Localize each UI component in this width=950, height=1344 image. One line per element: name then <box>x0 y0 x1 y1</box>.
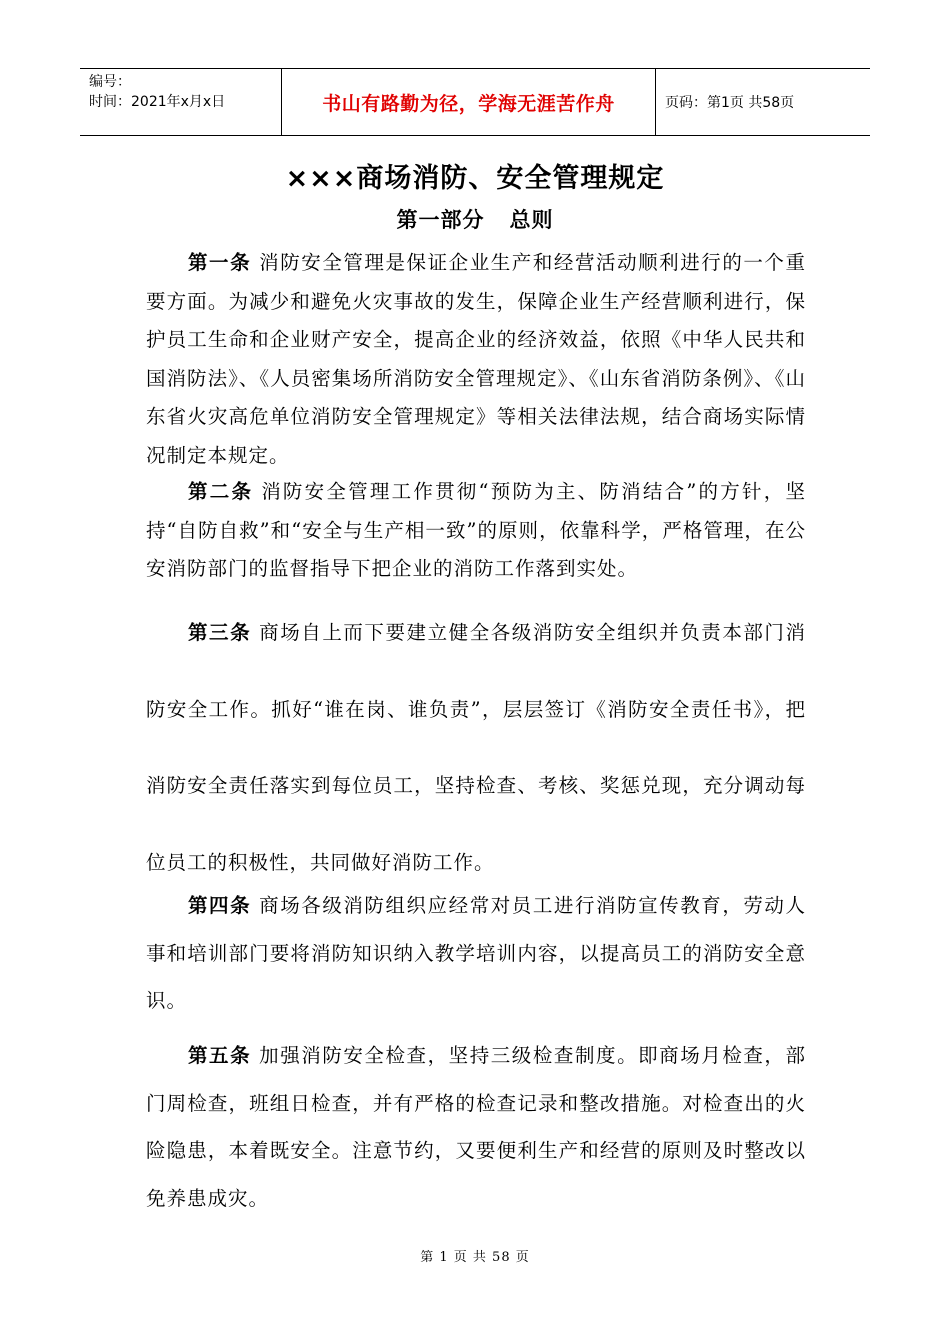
article-paragraph <box>146 473 806 589</box>
document-date-label: 时间：2021年x月x日 <box>89 94 226 110</box>
article-paragraph <box>146 244 806 476</box>
article-text: 商场自上而下要建立健全各级消防安全组织并负责本部门消防安全工作。抓好“谁在岗、谁负责”，层层签订《消防安全责任书》，把消防安全责任落实到每位员工，坚持检查、考核、奖惩兑现，充分调动每位员工的积极性，共同做好消防工作。 <box>146 621 806 874</box>
article-paragraph <box>146 595 806 901</box>
article-lead: 第一条 <box>188 251 252 274</box>
article-text: 消防安全管理工作贯彻“预防为主、防消结合”的方针，坚持“自防自救”和“安全与生产相一致”的原则，依靠科学，严格管理，在公安消防部门的监督指导下把企业的消防工作落到实处。 <box>146 480 806 581</box>
header-meta-cell <box>80 69 282 135</box>
article-text: 消防安全管理是保证企业生产和经营活动顺利进行的一个重要方面。为减少和避免火灾事故的发生，保障企业生产经营顺利进行，保护员工生命和企业财产安全，提高企业的经济效益，依照《中华人民共和国消防法》、《人员密集场所消防安全管理规定》、《山东省消防条例》、《山东省火灾高危单位消防安全管理规定》等相关法律法规，结合商场实际情况制定本规定。 <box>146 251 806 467</box>
document-header <box>80 68 870 136</box>
article-lead: 第四条 <box>188 894 252 917</box>
page-footer: 第 1 页 共 58 页 <box>420 1250 530 1265</box>
article-lead: 第二条 <box>188 480 254 503</box>
article-text: 商场各级消防组织应经常对员工进行消防宣传教育，劳动人事和培训部门要将消防知识纳入教学培训内容，以提高员工的消防安全意识。 <box>146 894 806 1012</box>
article-paragraph <box>146 1032 806 1222</box>
article-text: 加强消防安全检查，坚持三级检查制度。即商场月检查，部门周检查，班组日检查，并有严格的检查记录和整改措施。对检查出的火险隐患，本着既安全。注意节约，又要便利生产和经营的原则及时整改以免养患成灾。 <box>146 1044 806 1210</box>
article-lead: 第三条 <box>188 621 252 644</box>
header-motto: 书山有路勤为径，学海无涯苦作舟 <box>282 69 656 135</box>
article-lead: 第五条 <box>188 1044 252 1067</box>
document-title: ×××商场消防、安全管理规定 <box>285 163 665 194</box>
article-paragraph <box>146 882 806 1025</box>
section-title: 第一部分 总则 <box>396 208 554 232</box>
header-page-info: 页码：第1页 共58页 <box>665 95 795 111</box>
document-number-label: 编号： <box>89 74 131 90</box>
